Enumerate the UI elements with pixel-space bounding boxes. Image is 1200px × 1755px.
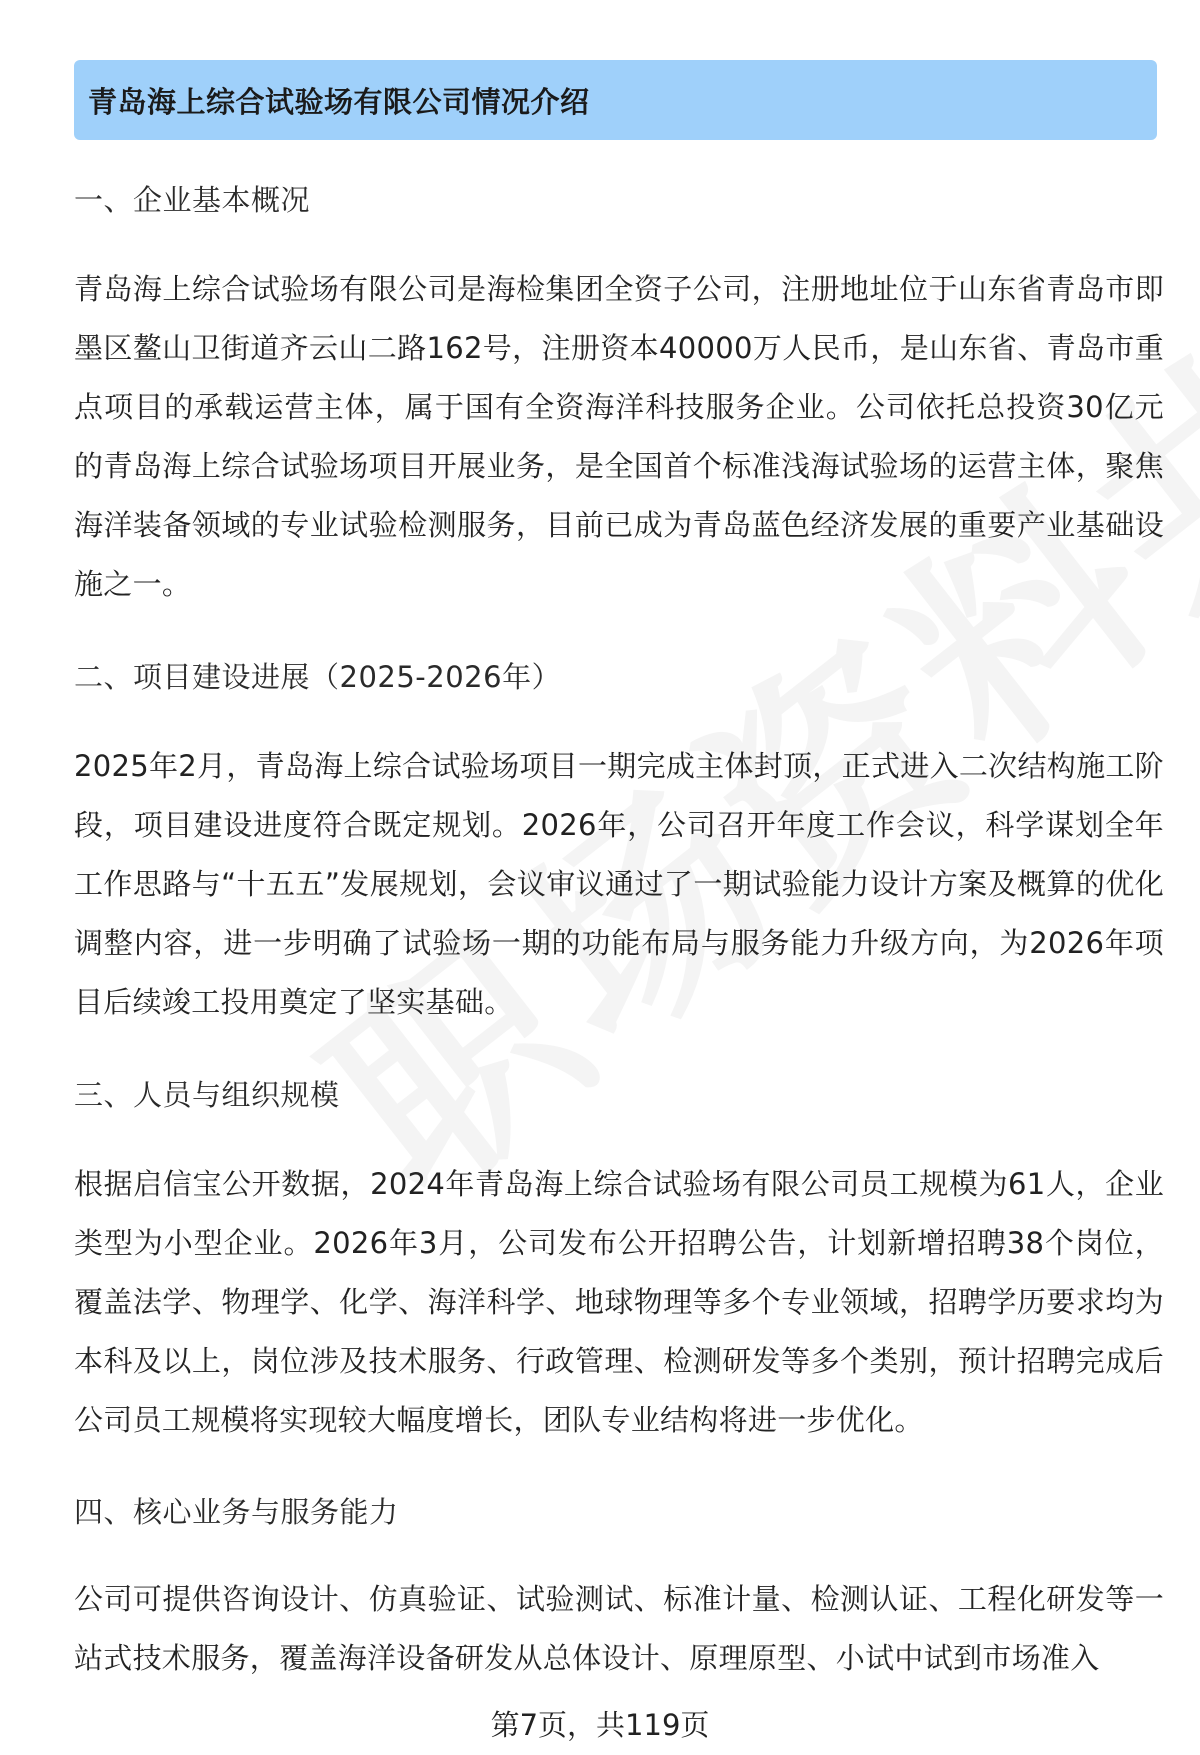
section-paragraph-4: 公司可提供咨询设计、仿真验证、试验测试、标准计量、检测认证、工程化研发等一站式技术服务，覆盖海洋设备研发从总体设计、原理原型、小试中试到市场准入: [74, 1582, 1164, 1675]
section-heading-2: 二、项目建设进展（2025-2026年）: [74, 660, 562, 694]
section-heading-4: 四、核心业务与服务能力: [74, 1495, 399, 1529]
section-paragraph-3: 根据启信宝公开数据，2024年青岛海上综合试验场有限公司员工规模为61人，企业类型为小型企业。2026年3月，公司发布公开招聘公告，计划新增招聘38个岗位，覆盖法学、物理学、化学、海洋科学、地球物理等多个专业领域，招聘学历要求均为本科及以上，岗位涉及技术服务、行政管理、检测研发等多个类别，预计招聘完成后公司员工规模将实现较大幅度增长，团队专业结构将进一步优化。: [74, 1167, 1164, 1437]
document-title: 青岛海上综合试验场有限公司情况介绍: [88, 84, 590, 119]
section-paragraph-1: 青岛海上综合试验场有限公司是海检集团全资子公司，注册地址位于山东省青岛市即墨区鳌山卫街道齐云山二路162号，注册资本40000万人民币，是山东省、青岛市重点项目的承载运营主体，属于国有全资海洋科技服务企业。公司依托总投资30亿元的青岛海上综合试验场项目开展业务，是全国首个标准浅海试验场的运营主体，聚焦海洋装备领域的专业试验检测服务，目前已成为青岛蓝色经济发展的重要产业基础设施之一。: [74, 272, 1164, 601]
section-paragraph-2: 2025年2月，青岛海上综合试验场项目一期完成主体封顶，正式进入二次结构施工阶段，项目建设进度符合既定规划。2026年，公司召开年度工作会议，科学谋划全年工作思路与“十五五”发展规划，会议审议通过了一期试验能力设计方案及概算的优化调整内容，进一步明确了试验场一期的功能布局与服务能力升级方向，为2026年项目后续竣工投用奠定了坚实基础。: [74, 749, 1164, 1019]
page-number-footer: 第7页，共119页: [490, 1708, 710, 1742]
title-banner: [74, 60, 1157, 140]
section-heading-1: 一、企业基本概况: [74, 183, 311, 217]
section-heading-3: 三、人员与组织规模: [74, 1078, 340, 1112]
